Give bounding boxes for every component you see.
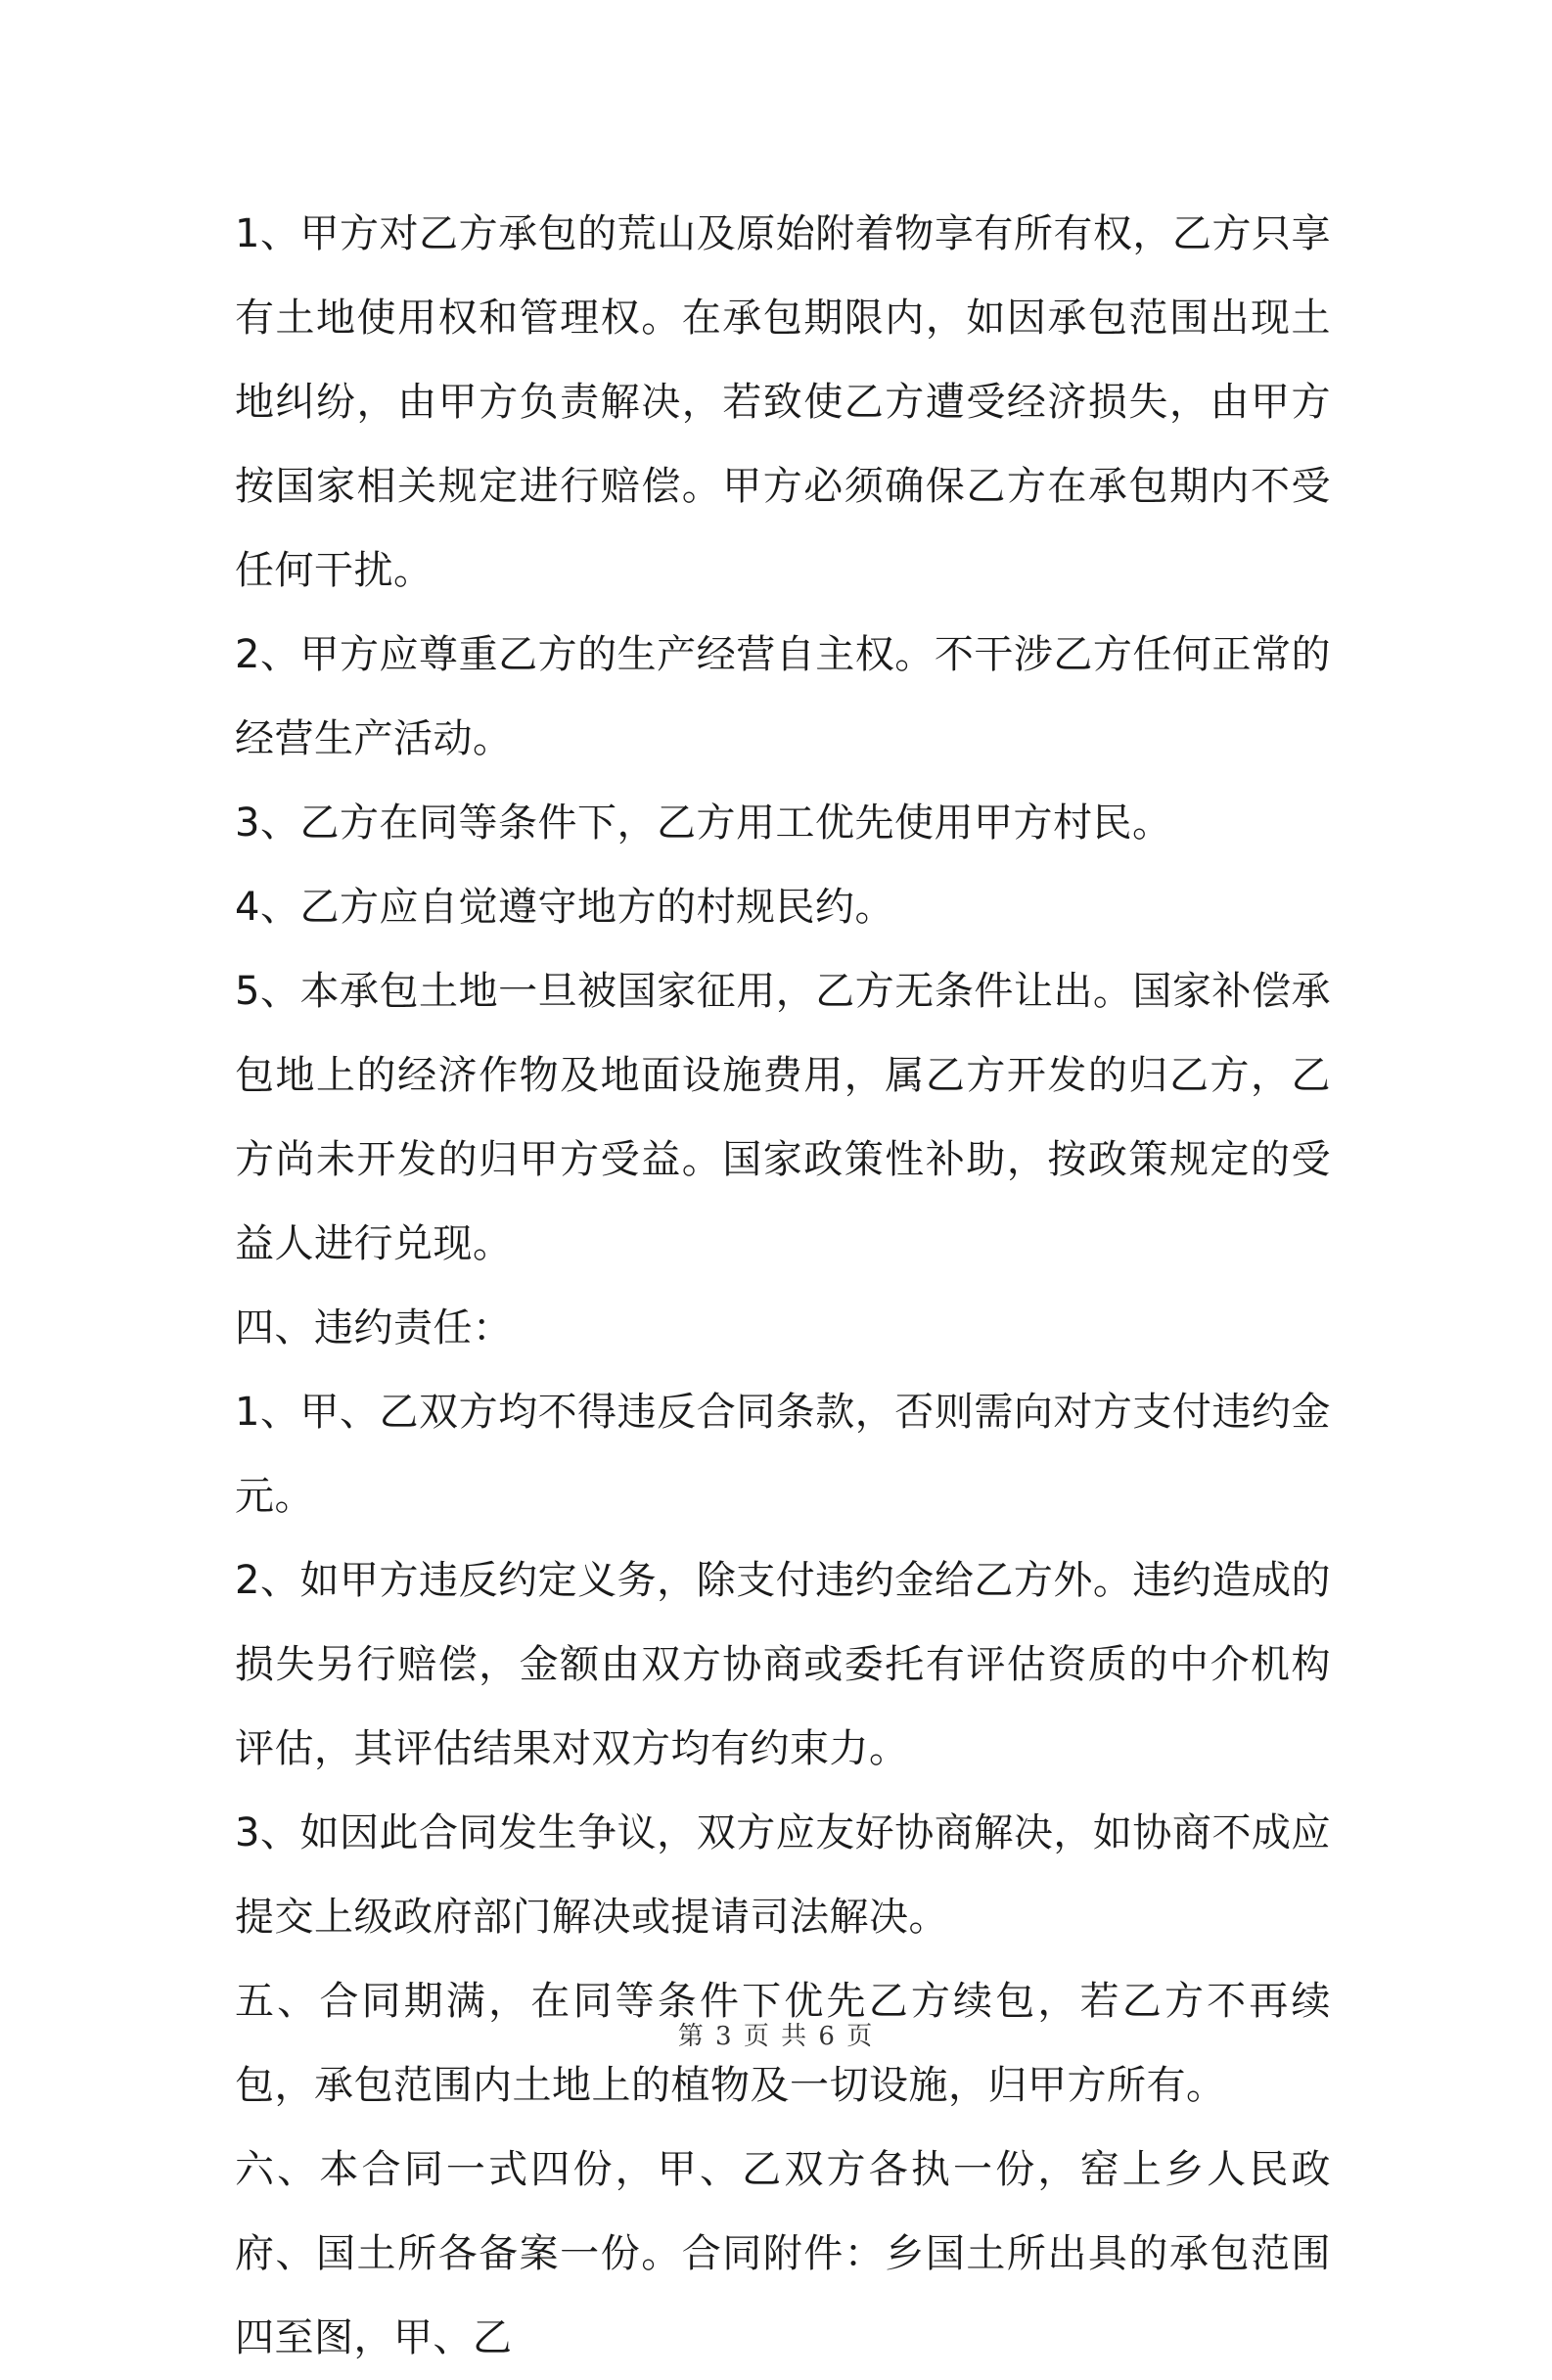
paragraph-breach-1: 1、甲、乙双方均不得违反合同条款，否则需向对方支付违约金元。 bbox=[235, 1390, 1331, 1519]
paragraph-clause-4: 4、乙方应自觉遵守地方的村规民约。 bbox=[235, 885, 894, 930]
section-heading-breach: 四、违约责任： bbox=[235, 1305, 513, 1350]
paragraph-breach-2: 2、如甲方违反约定义务，除支付违约金给乙方外。违约造成的损失另行赔偿，金额由双方协商或委托有评估资质的中介机构评估，其评估结果对双方均有约束力。 bbox=[235, 1558, 1331, 1771]
section-contract-copies: 六、本合同一式四份，甲、乙双方各执一份，窑上乡人民政府、国土所各备案一份。合同附件：乡国土所出具的承包范围四至图，甲、乙 bbox=[235, 2147, 1331, 2360]
paragraph-clause-1: 1、甲方对乙方承包的荒山及原始附着物享有所有权，乙方只享有土地使用权和管理权。在承包期限内，如因承包范围出现土地纠纷，由甲方负责解决，若致使乙方遭受经济损失，由甲方按国家相关规定进行赔偿。甲方必须确保乙方在承包期内不受任何干扰。 bbox=[235, 211, 1331, 593]
paragraph-clause-5: 5、本承包土地一旦被国家征用，乙方无条件让出。国家补偿承包地上的经济作物及地面设施费用，属乙方开发的归乙方，乙方尚未开发的归甲方受益。国家政策性补助，按政策规定的受益人进行兑现。 bbox=[235, 969, 1331, 1266]
page-number-footer: 第 3 页 共 6 页 bbox=[677, 2022, 875, 2051]
paragraph-clause-3: 3、乙方在同等条件下，乙方用工优先使用甲方村民。 bbox=[235, 801, 1172, 846]
section-contract-expiry: 五、合同期满，在同等条件下优先乙方续包，若乙方不再续包，承包范围内土地上的植物及一切设施，归甲方所有。 bbox=[235, 1979, 1331, 2108]
paragraph-clause-2: 2、甲方应尊重乙方的生产经营自主权。不干涉乙方任何正常的经营生产活动。 bbox=[235, 632, 1331, 761]
paragraph-breach-3: 3、如因此合同发生争议，双方应友好协商解决，如协商不成应提交上级政府部门解决或提请司法解决。 bbox=[235, 1810, 1331, 1940]
